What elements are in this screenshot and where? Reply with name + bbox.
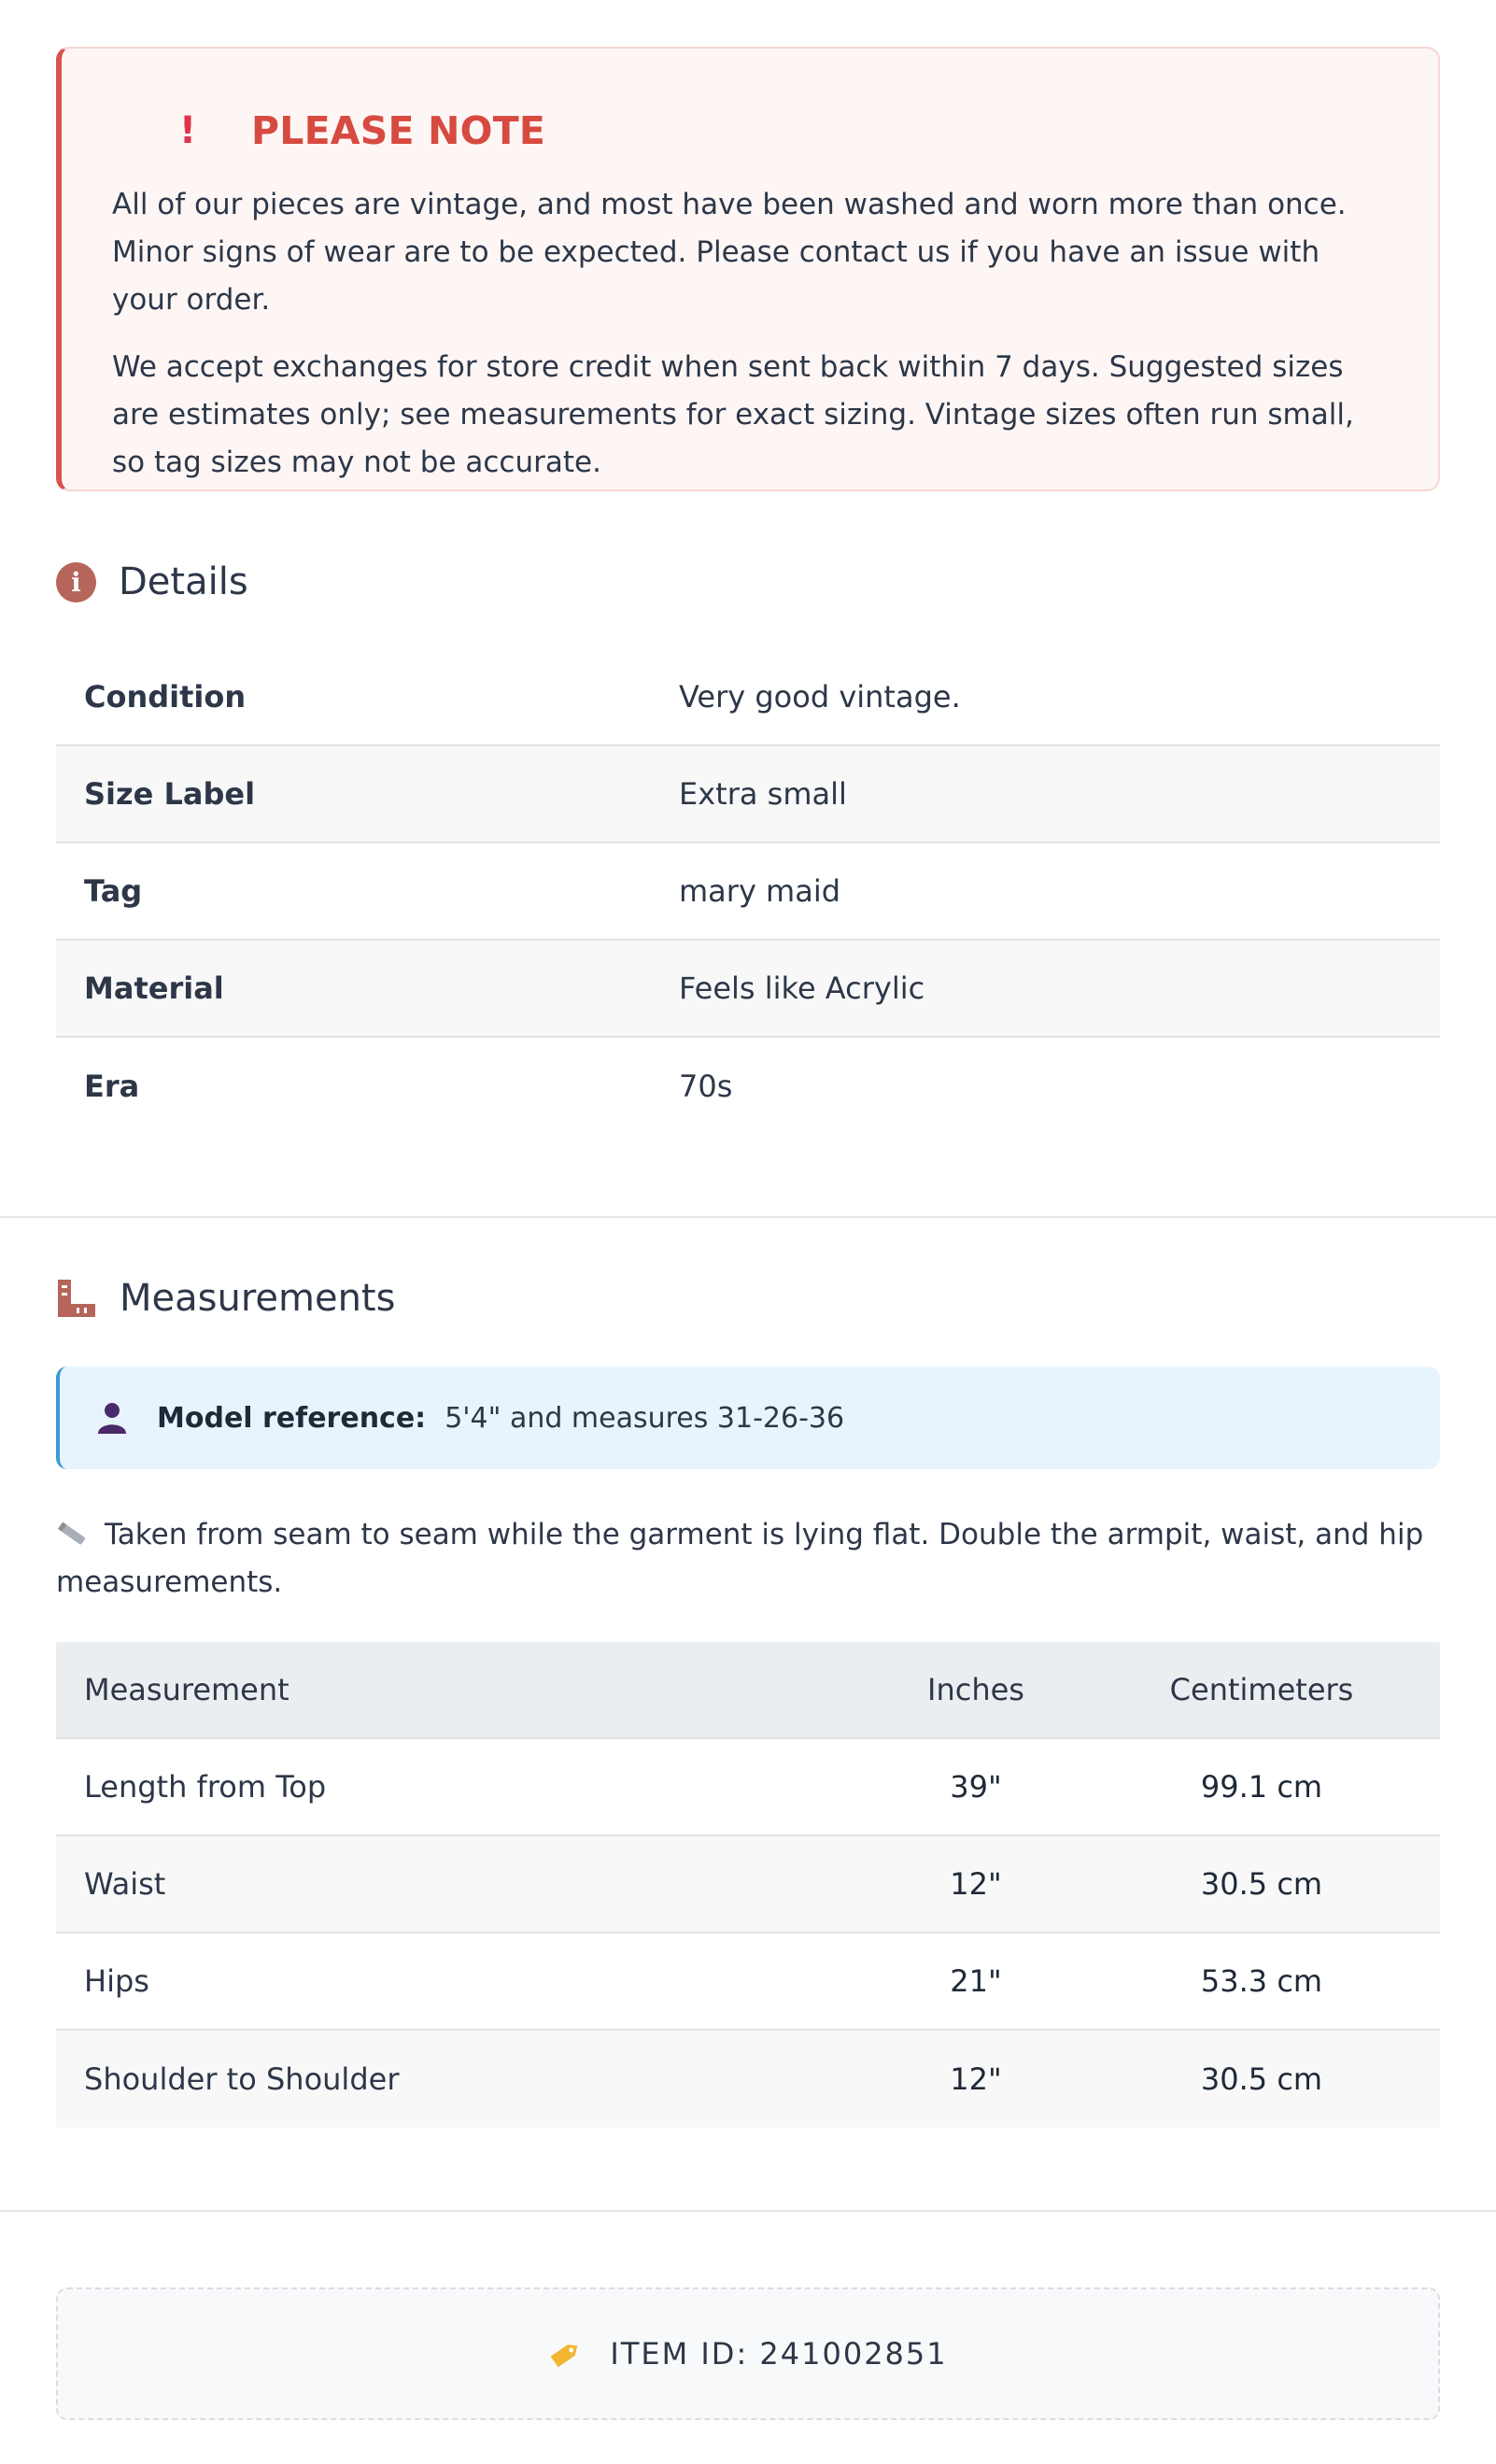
tag-icon [548,2338,584,2370]
exclamation-icon: ! [178,109,197,152]
table-header-row [56,1642,1440,1739]
details-label: Condition [84,679,247,715]
measurements-title: Measurements [120,1277,396,1320]
details-row [56,1038,1440,1135]
details-label: Size Label [84,776,256,812]
measurements-heading [56,1277,395,1320]
notice-header [112,103,1391,159]
details-value: Very good vintage. [679,679,961,715]
details-heading [56,560,248,603]
details-row [56,746,1440,843]
model-reference-text: 5'4" and measures 31-26-36 [445,1401,845,1435]
measurements-table [56,1642,1440,2128]
ruler-icon [56,1278,97,1319]
section-divider [0,2210,1496,2212]
item-id-box [56,2287,1440,2420]
details-value: mary maid [679,873,841,909]
table-row [56,2031,1440,2128]
info-icon: i [56,562,96,602]
measurement-cm: 53.3 cm [1200,1963,1323,1999]
model-reference-label: Model reference: [157,1401,427,1435]
measurement-name: Hips [84,1963,149,1999]
measurement-inches: 12" [950,2061,1002,2097]
notice-body [112,181,1391,487]
details-value: Extra small [679,776,847,812]
model-reference-box [56,1367,1440,1469]
column-header: Measurement [84,1672,289,1707]
measurement-note [56,1511,1440,1607]
notice-paragraph: We accept exchanges for store credit when sent back within 7 days. Suggested sizes are estimates only; see measurements for exact sizing. Vintage sizes often run small, so tag sizes may not be accurate. [112,350,1354,479]
table-row [56,1933,1440,2031]
measurement-cm: 30.5 cm [1200,2061,1323,2097]
column-header: Centimeters [1169,1672,1354,1707]
details-value: Feels like Acrylic [679,970,925,1006]
notice-box [56,47,1440,491]
measurement-inches: 39" [950,1769,1002,1805]
details-table [56,649,1440,1135]
measurement-inches: 21" [950,1963,1002,1999]
measurement-cm: 99.1 cm [1200,1769,1323,1805]
details-title: Details [119,560,248,603]
measurement-note-text: Taken from seam to seam while the garment is lying flat. Double the armpit, waist, and hip measurements. [56,1518,1424,1599]
measurement-name: Length from Top [84,1769,327,1805]
details-row [56,941,1440,1038]
table-row [56,1739,1440,1836]
notice-title: PLEASE NOTE [251,108,546,153]
table-row [56,1836,1440,1933]
section-divider [0,1216,1496,1218]
notice-paragraph: All of our pieces are vintage, and most have been washed and worn more than once. Minor signs of wear are to be expected. Please contact us if you have an issue with your order. [112,188,1347,317]
measurement-inches: 12" [950,1866,1002,1902]
details-value: 70s [679,1069,733,1104]
item-id-text: ITEM ID: 241002851 [610,2336,948,2372]
column-header: Inches [927,1672,1024,1707]
details-label: Material [84,970,224,1006]
details-label: Tag [84,873,143,909]
person-icon [95,1401,129,1435]
pencil-icon [56,1522,90,1546]
measurement-name: Waist [84,1866,166,1902]
details-label: Era [84,1069,140,1104]
measurement-cm: 30.5 cm [1200,1866,1323,1902]
details-row [56,649,1440,746]
details-row [56,843,1440,941]
measurement-name: Shoulder to Shoulder [84,2061,400,2097]
